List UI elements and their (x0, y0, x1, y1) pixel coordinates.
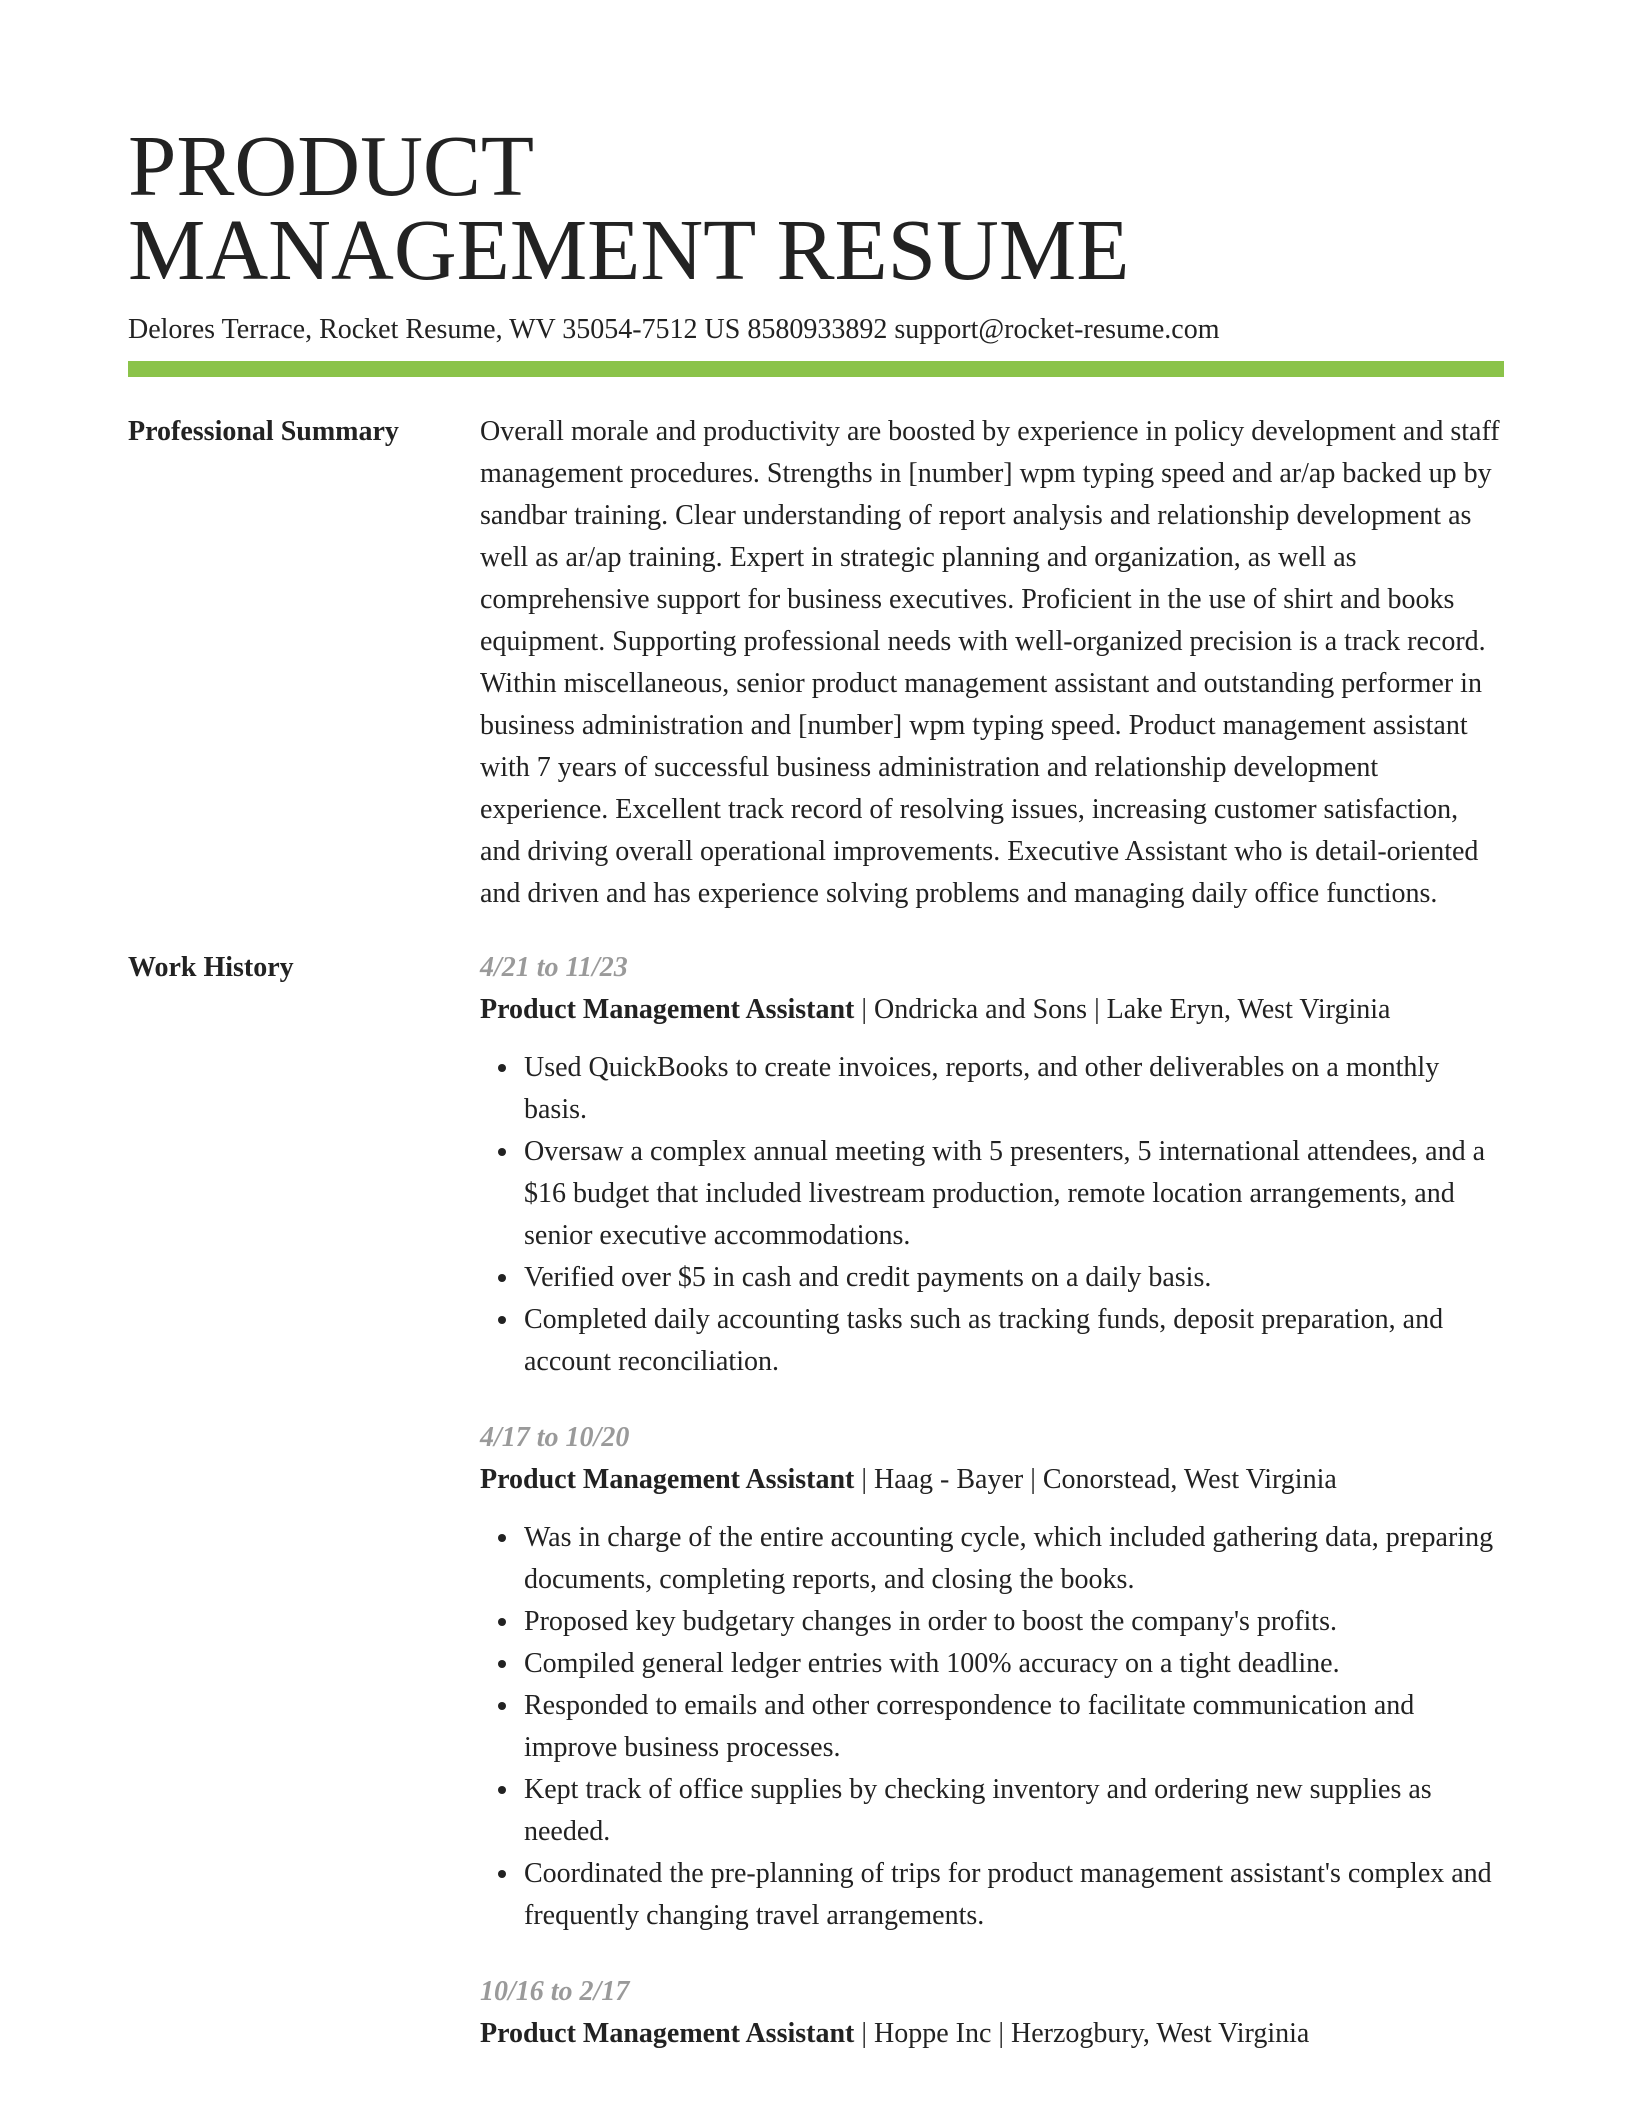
job-duty-item: Compiled general ledger entries with 100% accuracy on a tight deadline. (524, 1643, 1504, 1685)
job-duty-item: Kept track of office supplies by checking inventory and ordering new supplies as needed. (524, 1769, 1504, 1853)
job-title: Product Management Assistant (480, 994, 855, 1025)
job-heading (480, 1459, 1504, 1501)
job-heading (480, 989, 1504, 1031)
resume-page (128, 0, 1504, 2089)
work-history-section (128, 947, 1504, 2089)
work-history-list (480, 947, 1504, 2089)
job-duty-item: Used QuickBooks to create invoices, reports, and other deliverables on a monthly basis. (524, 1047, 1504, 1131)
job-entry (480, 947, 1504, 1383)
job-entry (480, 1417, 1504, 1937)
job-dates: 4/21 to 11/23 (480, 952, 628, 983)
job-duties-list (480, 1517, 1504, 1937)
job-location: Herzogbury, West Virginia (1011, 2018, 1310, 2049)
summary-text: Overall morale and productivity are boosted by experience in policy development and staff management procedures. Strengths in [number] wpm typing speed and ar/ap backed up by sandbar training. Clear understanding of report analysis and relationship development as well as ar/ap training. Expert in strategic planning and organization, as well as comprehensive support for business executives. Proficient in the use of shirt and books equipment. Supporting professional needs with well-organized precision is a track record. Within miscellaneous, senior product management assistant and outstanding performer in business administration and [number] wpm typing speed. Product management assistant with 7 years of successful business administration and relationship development experience. Excellent track record of resolving issues, increasing customer satisfaction, and driving overall operational improvements. Executive Assistant who is detail-oriented and driven and has experience solving problems and managing daily office functions. (480, 416, 1500, 909)
job-company: Haag - Bayer (873, 1464, 1024, 1495)
section-label-summary: Professional Summary (128, 416, 399, 447)
job-duty-item: Oversaw a complex annual meeting with 5 presenters, 5 international attendees, and a $16 budget that included livestream production, remote location arrangements, and senior executive accommodations. (524, 1131, 1504, 1257)
contact-info: Delores Terrace, Rocket Resume, WV 35054-7512 US 8580933892 support@rocket-resume.com (128, 314, 1220, 345)
job-duty-item: Verified over $5 in cash and credit payments on a daily basis. (524, 1257, 1504, 1299)
job-title: Product Management Assistant (480, 2018, 855, 2049)
job-duty-item: Proposed key budgetary changes in order to boost the company's profits. (524, 1601, 1504, 1643)
section-label-work-history: Work History (128, 952, 294, 983)
job-duty-item: Completed daily accounting tasks such as tracking funds, deposit preparation, and account reconciliation. (524, 1299, 1504, 1383)
job-entry (480, 1971, 1504, 2055)
job-dates: 10/16 to 2/17 (480, 1976, 630, 2007)
job-duty-item: Responded to emails and other correspondence to facilitate communication and improve business processes. (524, 1685, 1504, 1769)
job-location: Conorstead, West Virginia (1042, 1464, 1337, 1495)
job-title: Product Management Assistant (480, 1464, 855, 1495)
job-location: Lake Eryn, West Virginia (1106, 994, 1391, 1025)
job-duty-item: Was in charge of the entire accounting cycle, which included gathering data, preparing documents, completing reports, and closing the books. (524, 1517, 1504, 1601)
job-separator: | (1023, 1464, 1043, 1495)
job-dates: 4/17 to 10/20 (480, 1422, 630, 1453)
job-separator: | (854, 2018, 874, 2049)
resume-title (128, 0, 1504, 298)
accent-divider (128, 361, 1504, 377)
job-duty-item: Coordinated the pre-planning of trips for product management assistant's complex and frequently changing travel arrangements. (524, 1853, 1504, 1937)
title-line-1: PRODUCT (128, 117, 535, 214)
job-separator: | (854, 1464, 874, 1495)
job-separator: | (854, 994, 874, 1025)
job-company: Hoppe Inc (873, 2018, 992, 2049)
job-separator: | (991, 2018, 1011, 2049)
job-company: Ondricka and Sons (873, 994, 1088, 1025)
professional-summary-section (128, 411, 1504, 915)
title-line-2: MANAGEMENT RESUME (128, 201, 1130, 298)
job-heading (480, 2013, 1504, 2055)
job-separator: | (1087, 994, 1107, 1025)
job-duties-list (480, 1047, 1504, 1383)
